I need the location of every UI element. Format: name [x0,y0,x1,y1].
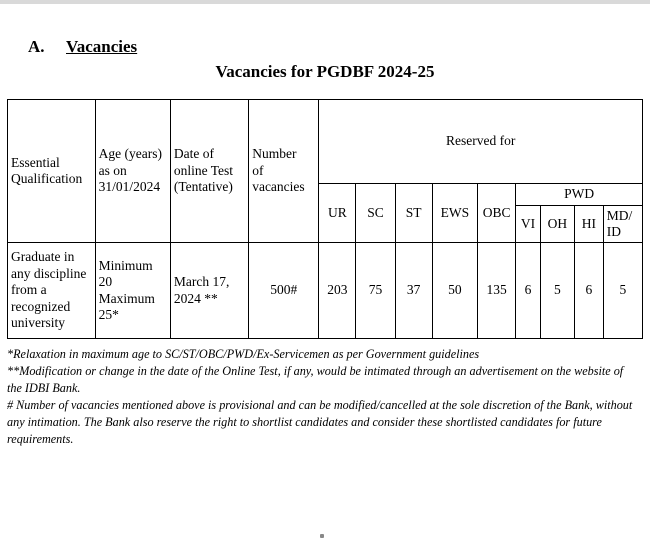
table-row [8,243,643,339]
header-age-line: Age (years) [98,146,162,162]
date-line: 2024 ** [173,290,218,306]
header-age-line: as on [98,162,127,178]
age-line: 25* [98,306,119,322]
header-number-of-vacancies [249,100,319,243]
header-qualification-text: Essential Qualification [11,154,83,186]
header-hi: HI [574,206,603,243]
cell-sc: 75 [356,243,395,339]
header-date-line: Date of [173,146,214,162]
header-md-id-line: MD/ [606,207,633,223]
cell-test-date [170,243,248,339]
top-divider [0,0,650,4]
cell-hi: 6 [574,243,603,339]
header-reserved-for: Reserved for [319,100,643,184]
table-title: Vacancies for PGDBF 2024-25 [215,62,435,81]
header-ews: EWS [432,184,477,243]
header-obc: OBC [478,184,516,243]
cell-ews: 50 [432,243,477,339]
header-test-date [170,100,248,243]
header-number-line: vacancies [252,179,305,195]
header-oh: OH [540,206,574,243]
header-date-line: (Tentative) [173,179,233,195]
cell-md-id: 5 [603,243,642,339]
cell-oh: 5 [540,243,574,339]
footnote-age-relaxation: *Relaxation in maximum age to SC/ST/OBC/PWD/Ex-Servicemen as per Government guidelines [7,347,480,361]
cell-ur: 203 [319,243,356,339]
header-pwd: PWD [516,184,643,206]
section-heading [28,37,137,57]
header-age-line: 31/01/2024 [98,179,161,195]
header-number-line: Number [252,146,297,162]
header-vi: VI [516,206,541,243]
cell-number: 500# [249,243,319,339]
section-title: Vacancies [66,37,138,56]
header-qualification [8,100,96,243]
cell-qualification [8,243,96,339]
section-letter: A. [28,37,45,56]
header-st: ST [395,184,432,243]
page-number-mark [320,534,324,538]
header-number-line: of [252,162,264,178]
qualification-line: any discipline [11,265,87,281]
qualification-line: recognized [11,298,71,314]
header-md-id [603,206,642,243]
cell-obc: 135 [478,243,516,339]
header-md-id-line: ID [606,224,622,239]
footnotes [7,346,637,448]
date-line: March 17, [173,274,230,290]
cell-vi: 6 [516,243,541,339]
cell-age [95,243,170,339]
cell-st: 37 [395,243,432,339]
vacancies-table [7,99,643,339]
qualification-line: from a [11,282,47,298]
age-line: Minimum [98,257,153,273]
qualification-line: Graduate in [11,249,75,265]
header-sc: SC [356,184,395,243]
footnote-vacancies: # Number of vacancies mentioned above is provisional and can be modified/cancelled at the sole discretion of the Bank, without any intimation. The Bank also reserve the right to shortlist candidates and consider these shortlisted candidates for future requirements. [7,398,633,447]
header-date-line: online Test [173,162,234,178]
header-ur: UR [319,184,356,243]
age-line: Maximum [98,290,155,306]
footnote-test-date: **Modification or change in the date of the Online Test, if any, would be intimated through an advertisement on the website of the IDBI Bank. [7,364,624,396]
header-age [95,100,170,243]
age-line: 20 [98,274,113,290]
qualification-line: university [11,315,65,331]
